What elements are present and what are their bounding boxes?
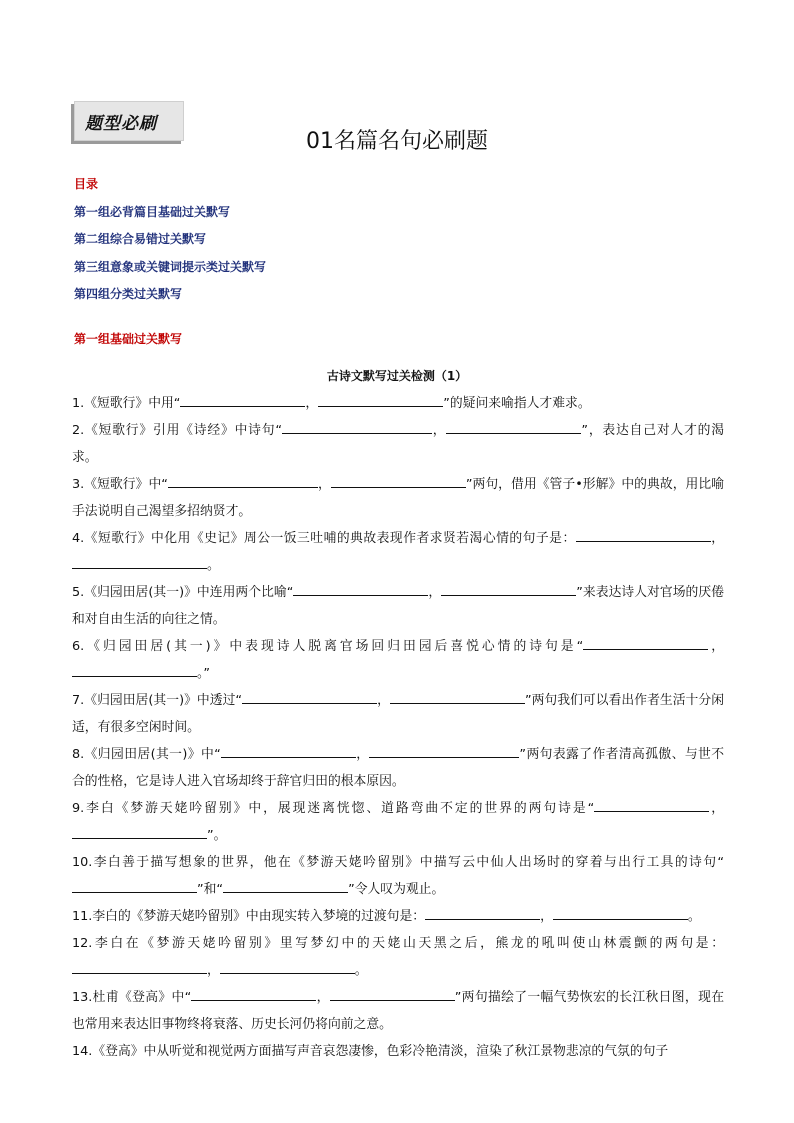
answer-blank[interactable]: [72, 824, 207, 839]
answer-blank[interactable]: [242, 689, 377, 704]
toc-heading: 目录: [74, 177, 99, 191]
answer-blank[interactable]: [72, 878, 197, 893]
answer-blank[interactable]: [72, 959, 207, 974]
answer-blank[interactable]: [425, 905, 540, 920]
question-list: [72, 390, 724, 1065]
answer-blank[interactable]: [594, 797, 709, 812]
answer-blank[interactable]: [191, 986, 316, 1001]
test-subtitle: 古诗文默写过关检测（1）: [326, 369, 468, 383]
answer-blank[interactable]: [72, 662, 197, 677]
question: 8.《归园田居(其一)》中“ ， ”两句表露了作者清高孤傲、与世不合的性格，它是诗人进入官场却终于辞官归田的根本原因。: [72, 741, 724, 795]
answer-blank[interactable]: [293, 581, 428, 596]
answer-blank[interactable]: [221, 743, 356, 758]
answer-blank[interactable]: [223, 878, 348, 893]
answer-blank[interactable]: [72, 554, 207, 569]
answer-blank[interactable]: [220, 959, 355, 974]
question: 13.杜甫《登高》中“ ， ”两句描绘了一幅气势恢宏的长江秋日图，现在也常用来表达旧事物终将衰落、历史长河仍将向前之意。: [72, 984, 724, 1038]
question: 7.《归园田居(其一)》中透过“ ， ”两句我们可以看出作者生活十分闲适，有很多空闲时间。: [72, 687, 724, 741]
section-heading: 第一组基础过关默写: [74, 332, 183, 346]
answer-blank[interactable]: [390, 689, 525, 704]
toc-item[interactable]: 第一组必背篇目基础过关默写: [74, 204, 231, 219]
badge-label: 题型必刷: [85, 114, 157, 134]
question: 3.《短歌行》中“ ， ”两句，借用《管子•形解》中的典故，用比喻手法说明自己渴望多招纳贤才。: [72, 471, 724, 525]
answer-blank[interactable]: [576, 527, 711, 542]
answer-blank[interactable]: [369, 743, 519, 758]
question: 5.《归园田居(其一)》中连用两个比喻“ ， ”来表达诗人对官场的厌倦和对自由生活的向往之情。: [72, 579, 724, 633]
answer-blank[interactable]: [553, 905, 688, 920]
toc-item[interactable]: 第二组综合易错过关默写: [74, 232, 207, 246]
answer-blank[interactable]: [441, 581, 576, 596]
question: 2.《短歌行》引用《诗经》中诗句“ ， ”，表达自己对人才的渴求。: [72, 417, 724, 471]
question: 12.李白在《梦游天姥吟留别》里写梦幻中的天姥山天黑之后，熊龙的吼叫使山林震颤的两句是：， 。: [72, 936, 724, 978]
page-title: 01名篇名句必刷题: [306, 129, 488, 154]
table-of-contents: [74, 176, 266, 314]
answer-blank[interactable]: [330, 986, 455, 1001]
answer-blank[interactable]: [318, 392, 443, 407]
question: 10.李白善于描写想象的世界，他在《梦游天姥吟留别》中描写云中仙人出场时的穿着与出行工具的诗句“”和“ ”令人叹为观止。: [72, 855, 724, 897]
answer-blank[interactable]: [180, 392, 305, 407]
answer-blank[interactable]: [168, 473, 318, 488]
question: 6.《归园田居(其一)》中表现诗人脱离官场回归田园后喜悦心情的诗句是“ ，。”: [72, 633, 724, 687]
question: 9.李白《梦游天姥吟留别》中，展现迷离恍惚、道路弯曲不定的世界的两句诗是“ ，”。: [72, 795, 724, 849]
question: 11.李白的《梦游天姥吟留别》中由现实转入梦境的过渡句是： ， 。: [72, 903, 724, 930]
answer-blank[interactable]: [331, 473, 466, 488]
answer-blank[interactable]: [583, 635, 708, 650]
question: 4.《短歌行》中化用《史记》周公一饭三吐哺的典故表现作者求贤若渴心情的句子是： ，。: [72, 525, 724, 579]
answer-blank[interactable]: [282, 419, 432, 434]
question: 14.《登高》中从听觉和视觉两方面描写声音哀怨凄惨，色彩冷艳清淡，渲染了秋江景物悲凉的气氛的句子: [72, 1044, 669, 1059]
toc-item[interactable]: 第三组意象或关键词提示类过关默写: [74, 259, 267, 274]
toc-item[interactable]: 第四组分类过关默写: [74, 287, 183, 301]
question: 1.《短歌行》中用“ ， ”的疑问来喻指人才难求。: [72, 390, 724, 417]
answer-blank[interactable]: [446, 419, 581, 434]
